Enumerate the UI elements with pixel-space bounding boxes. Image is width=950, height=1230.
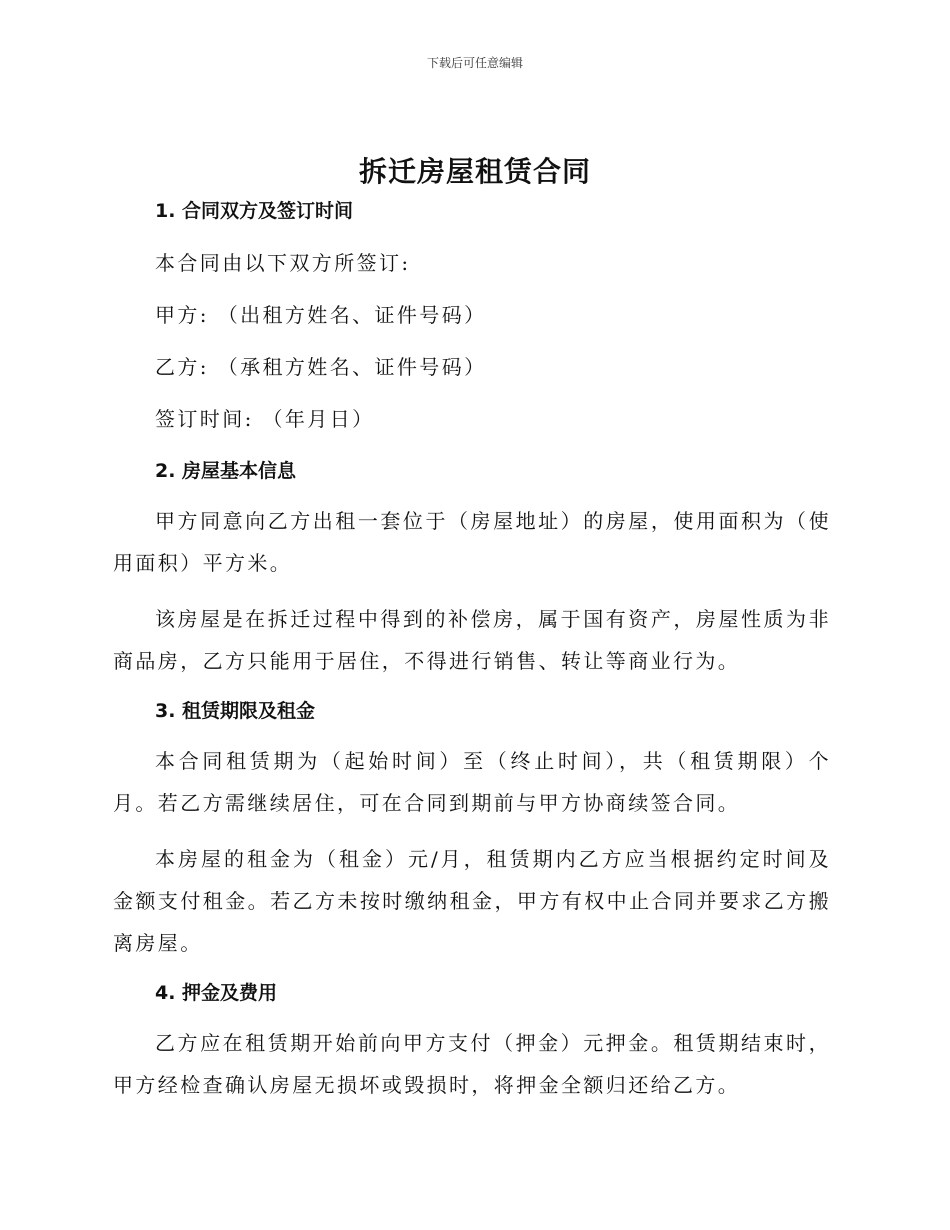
section-1-heading: 1. 合同双方及签订时间 <box>155 200 354 222</box>
section-1-line-1: 本合同由以下双方所签订: <box>155 251 411 275</box>
section-3-heading: 3. 租赁期限及租金 <box>155 700 316 722</box>
section-2-paragraph-1: 甲方同意向乙方出租一套位于（房屋地址）的房屋，使用面积为（使用面积）平方米。 <box>113 509 831 575</box>
section-1-line-3: 乙方: （承租方姓名、证件号码） <box>155 355 487 379</box>
section-2-paragraph-2: 该房屋是在拆迁过程中得到的补偿房，属于国有资产，房屋性质为非商品房，乙方只能用于居住，不得进行销售、转让等商业行为。 <box>113 607 831 673</box>
section-1-line-2: 甲方: （出租方姓名、证件号码） <box>155 303 487 327</box>
section-4-heading: 4. 押金及费用 <box>155 982 278 1004</box>
document-body <box>113 196 831 1106</box>
section-3-paragraph-1: 本合同租赁期为（起始时间）至（终止时间），共（租赁期限）个月。若乙方需继续居住，可在合同到期前与甲方协商续签合同。 <box>113 749 831 815</box>
section-3-paragraph-2: 本房屋的租金为（租金）元/月，租赁期内乙方应当根据约定时间及金额支付租金。若乙方未按时缴纳租金，甲方有权中止合同并要求乙方搬离房屋。 <box>113 847 831 955</box>
section-4-paragraph-1: 乙方应在租赁期开始前向甲方支付（押金）元押金。租赁期结束时，甲方经检查确认房屋无损坏或毁损时，将押金全额归还给乙方。 <box>113 1031 831 1097</box>
page-header-note: 下载后可任意编辑 <box>426 56 523 70</box>
document-title: 拆迁房屋租赁合同 <box>358 155 591 188</box>
section-2-heading: 2. 房屋基本信息 <box>155 460 297 482</box>
section-1-line-4: 签订时间: （年月日） <box>155 407 375 431</box>
